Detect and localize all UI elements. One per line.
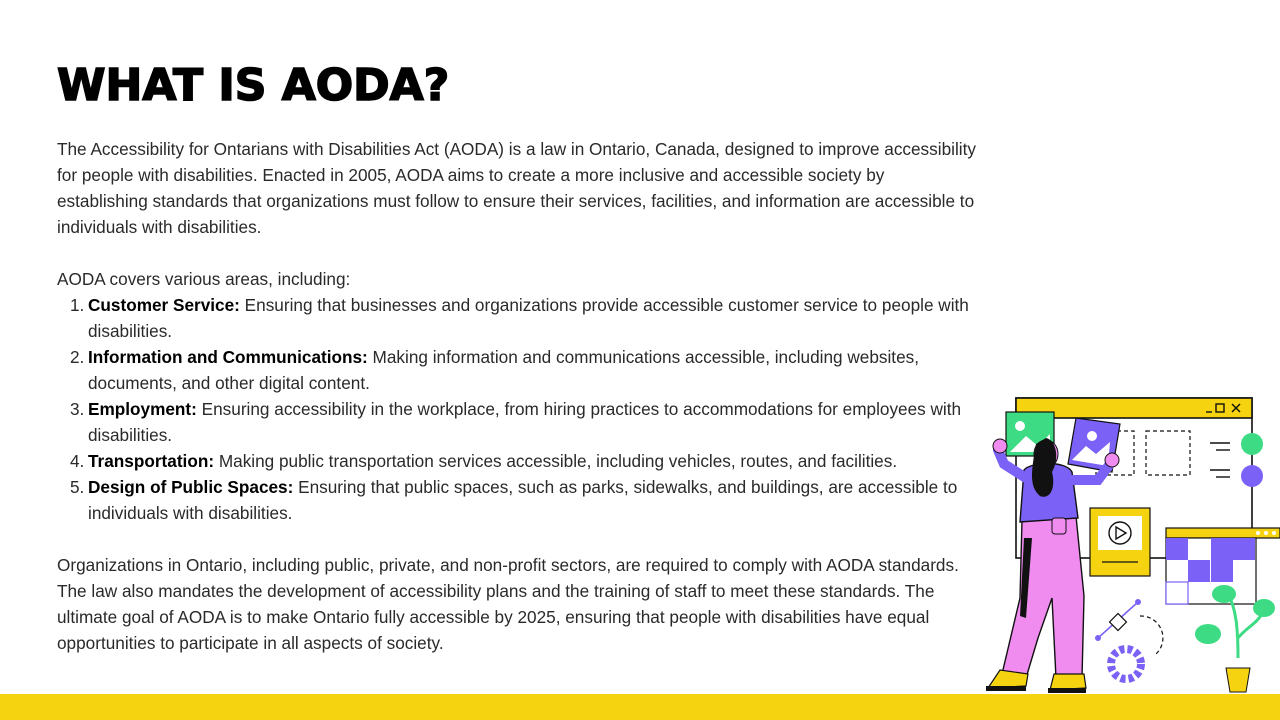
areas-list xyxy=(57,292,977,526)
areas-lead: AODA covers various areas, including: xyxy=(57,269,351,289)
list-number: 4. xyxy=(70,451,85,471)
spacer xyxy=(57,240,977,266)
list-term: Customer Service: xyxy=(88,295,240,315)
list-number: 2. xyxy=(70,347,85,367)
list-number: 5. xyxy=(70,477,85,497)
list-term: Design of Public Spaces: xyxy=(88,477,294,497)
list-desc: Ensuring that public spaces, such as parks, sidewalks, and buildings, are accessible to individuals with disabilities. xyxy=(88,477,958,523)
intro-paragraph: The Accessibility for Ontarians with Disabilities Act (AODA) is a law in Ontario, Canada, designed to improve accessibility for people with disabilities. Enacted in 2005, AODA aims to create a more inclusive and accessible society by establishing standards that organizations must follow to ensure their services, facilities, and information are accessible to individuals with disabilities. xyxy=(57,139,976,237)
video-play-icon xyxy=(1090,508,1150,576)
spacer xyxy=(57,526,977,552)
page-title: WHAT IS AODA? xyxy=(57,60,450,111)
list-desc: Ensuring accessibility in the workplace, from hiring practices to accommodations for employees with disabilities. xyxy=(88,399,962,445)
list-term: Transportation: xyxy=(88,451,215,471)
accessibility-illustration xyxy=(980,388,1280,698)
list-item xyxy=(57,292,977,344)
list-desc: Making information and communications accessible, including websites, documents, and other digital content. xyxy=(88,347,920,393)
list-desc: Making public transportation services accessible, including vehicles, routes, and facilities. xyxy=(214,451,898,471)
list-desc: Ensuring that businesses and organizations provide accessible customer service to people with disabilities. xyxy=(88,295,969,341)
body-content xyxy=(57,136,977,656)
list-term: Employment: xyxy=(88,399,197,419)
gear-icon xyxy=(1111,649,1141,679)
list-item xyxy=(57,448,977,474)
list-term: Information and Communications: xyxy=(88,347,368,367)
bottom-accent-bar xyxy=(0,694,1280,720)
list-item xyxy=(57,396,977,448)
closing-paragraph: Organizations in Ontario, including public, private, and non-profit sectors, are required to comply with AODA standards. The law also mandates the development of accessibility plans and the training of staff to meet these standards. The ultimate goal of AODA is to make Ontario fully accessible by 2025, ensuring that people with disabilities have equal opportunities to participate in all aspects of society. xyxy=(57,555,959,653)
list-number: 1. xyxy=(70,295,85,315)
list-number: 3. xyxy=(70,399,85,419)
list-item xyxy=(57,344,977,396)
list-item xyxy=(57,474,977,526)
